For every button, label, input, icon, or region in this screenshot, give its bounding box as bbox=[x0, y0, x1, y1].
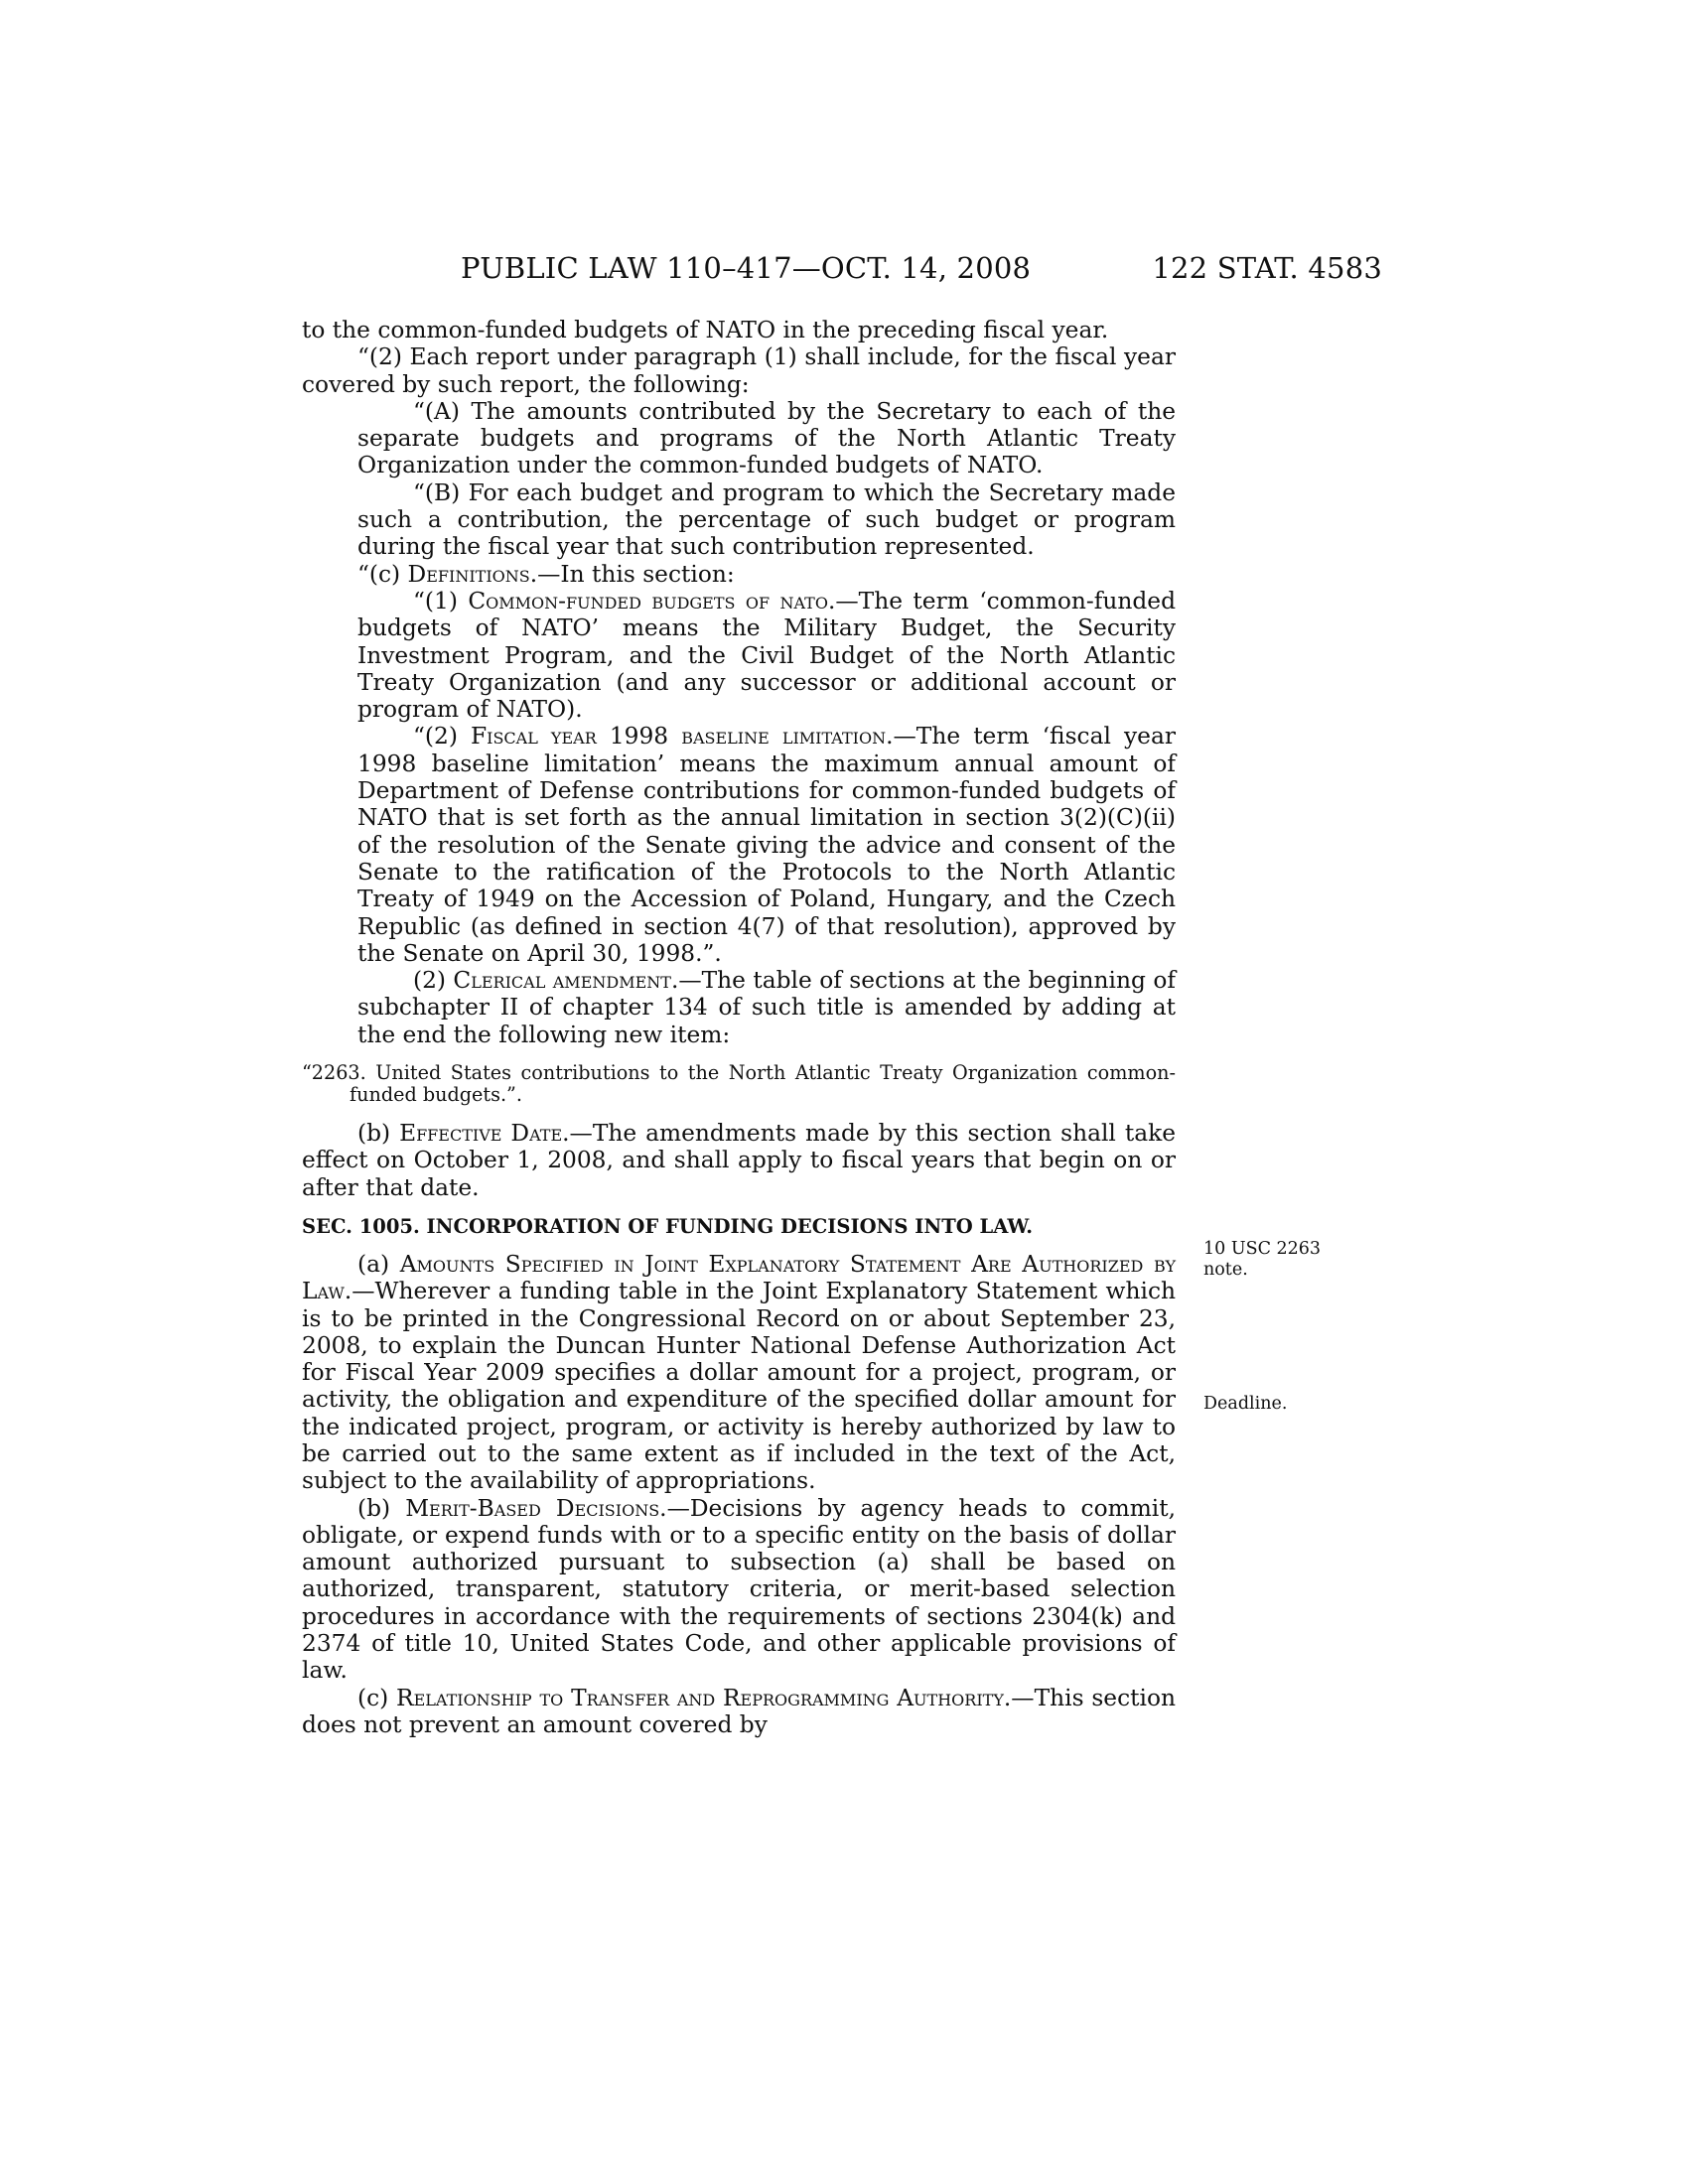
definition-text: .—The term ‘common-funded budgets of NATO’ means the Military Budget, the Security Investment Program, and the Civil Budget of the North Atlantic Treaty Organization (and any successor or additional account or program of NATO). bbox=[357, 587, 1176, 724]
definition-caption: Fiscal year 1998 baseline limitation bbox=[470, 723, 887, 751]
paragraph-continuation: to the common-funded budgets of NATO in the preceding fiscal year. bbox=[302, 317, 1109, 343]
definition-common-funded bbox=[302, 588, 1176, 723]
subparagraph-a: “(A) The amounts contributed by the Secretary to each of the separate budgets and programs of the North Atlantic Treaty Organization under the common-funded budgets of NATO. bbox=[357, 397, 1176, 479]
definition-text: .—The term ‘fiscal year 1998 baseline limitation’ means the maximum annual amount of Department of Defense contributions for common-funded budgets of NATO that is set forth as the annual limitation in section 3(2)(C)(ii) of the resolution of the Senate giving the advice and consent of the Senate to the ratification of the Protocols to the North Atlantic Treaty of 1949 on the Accession of Poland, Hungary, and the Czech Republic (as defined in section 4(7) of that resolution), approved by the Senate on April 30, 1998.”. bbox=[357, 723, 1176, 967]
subsection-amounts-authorized bbox=[302, 1251, 1176, 1495]
subsection-caption: Relationship to Transfer and Reprogramming Authority bbox=[396, 1684, 1004, 1711]
subsection-caption: Definitions bbox=[407, 560, 530, 588]
subsection-label: “(c) bbox=[357, 560, 408, 588]
paragraph-report-contents: “(2) Each report under paragraph (1) shall include, for the fiscal year covered by such report, the following: bbox=[302, 343, 1176, 398]
margin-note-deadline: Deadline. bbox=[1203, 1394, 1288, 1414]
paragraph-caption: Clerical amendment bbox=[453, 967, 671, 995]
document-body bbox=[302, 317, 1176, 1738]
subsection-caption: Effective Date bbox=[399, 1120, 563, 1148]
subsection-effective-date bbox=[302, 1120, 1176, 1201]
section-heading: SEC. 1005. INCORPORATION OF FUNDING DECISIONS INTO LAW. bbox=[302, 1214, 1034, 1238]
subsection-caption: Amounts Specified in Joint Explanatory Statement Are Authorized by Law bbox=[302, 1250, 1177, 1305]
subsection-merit-based bbox=[302, 1495, 1176, 1685]
page-header bbox=[461, 248, 1382, 288]
subsection-relationship bbox=[302, 1685, 1176, 1739]
subparagraph-b: “(B) For each budget and program to which the Secretary made such a contribution, the percentage of such budget or program during the fiscal year that such contribution represented. bbox=[357, 478, 1176, 561]
page-number: 122 STAT. 4583 bbox=[1152, 251, 1382, 285]
subsection-text: .—In this section: bbox=[529, 560, 735, 588]
clerical-amendment bbox=[302, 967, 1176, 1048]
running-head: PUBLIC LAW 110–417—OCT. 14, 2008 bbox=[461, 251, 1032, 285]
subsection-label: (b) bbox=[357, 1494, 406, 1522]
paragraph-text: .—The table of sections at the beginning of subchapter II of chapter 134 of such title is amended by adding at the end the following new item: bbox=[357, 967, 1176, 1048]
subsection-label: (b) bbox=[357, 1120, 400, 1148]
definition-caption: Common-funded budgets of nato bbox=[468, 587, 828, 614]
margin-note-usc: 10 USC 2263 note. bbox=[1203, 1239, 1322, 1280]
table-of-sections-item: “2263. United States contributions to the North Atlantic Treaty Organization common-funded budgets.”. bbox=[302, 1061, 1176, 1107]
subsection-label: (a) bbox=[357, 1250, 400, 1278]
definition-label: “(2) bbox=[413, 723, 471, 751]
subsection-definitions bbox=[302, 561, 1176, 588]
subsection-text: .—This section does not prevent an amount covered by bbox=[302, 1684, 1176, 1738]
subsection-label: (c) bbox=[357, 1684, 397, 1711]
subsection-text: .—The amendments made by this section shall take effect on October 1, 2008, and shall apply to fiscal years that begin on or after that date. bbox=[302, 1120, 1176, 1201]
paragraph-label: (2) bbox=[413, 967, 454, 995]
definition-baseline-limitation bbox=[302, 723, 1176, 967]
definition-label: “(1) bbox=[413, 587, 469, 614]
subsection-text: .—Wherever a funding table in the Joint Explanatory Statement which is to be printed in the Congressional Record on or about September 23, 2008, to explain the Duncan Hunter National Defense Authorization Act for Fiscal Year 2009 specifies a dollar amount for a project, program, or activity, the obligation and expenditure of the specified dollar amount for the indicated project, program, or activity is hereby authorized by law to be carried out to the same extent as if included in the text of the Act, subject to the availability of appropriations. bbox=[302, 1278, 1176, 1495]
subsection-caption: Merit-Based Decisions bbox=[405, 1494, 660, 1522]
subsection-text: .—Decisions by agency heads to commit, obligate, or expend funds with or to a specific entity on the basis of dollar amount authorized pursuant to subsection (a) shall be based on authorized, transparent, statutory criteria, or merit-based selection procedures in accordance with the requirements of sections 2304(k) and 2374 of title 10, United States Code, and other applicable provisions of law. bbox=[302, 1494, 1177, 1685]
